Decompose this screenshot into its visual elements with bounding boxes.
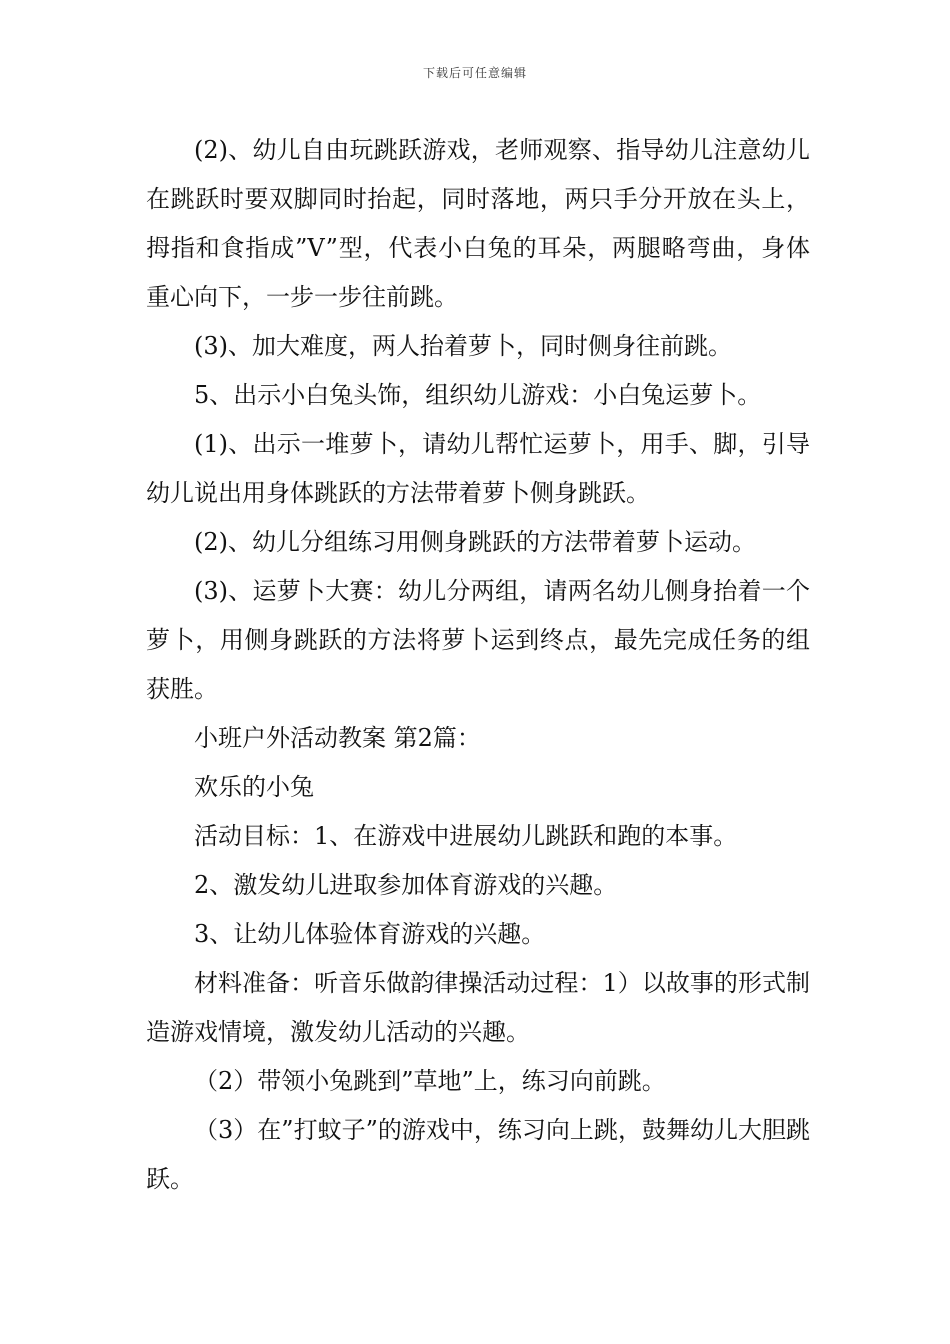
paragraph-activity-goal-3: 3、让幼儿体验体育游戏的兴趣。: [194, 920, 546, 948]
paragraph-step-3-increase-difficulty: (3)、加大难度，两人抬着萝卜，同时侧身往前跳。: [194, 332, 732, 360]
paragraph-substep-2-group-practice: (2)、幼儿分组练习用侧身跳跃的方法带着萝卜运动。: [194, 528, 756, 556]
paragraph-process-step-3: （3）在”打蚊子”的游戏中，练习向上跳，鼓舞幼儿大胆跳跃。: [146, 1116, 810, 1193]
page-header-note: 下载后可任意编辑: [422, 66, 527, 80]
paragraph-materials-process: 材料准备：听音乐做韵律操活动过程：1）以故事的形式制造游戏情境，激发幼儿活动的兴趣。: [146, 969, 810, 1046]
paragraph-substep-1-carry-radishes: (1)、出示一堆萝卜，请幼儿帮忙运萝卜，用手、脚，引导幼儿说出用身体跳跃的方法带着萝卜侧身跳跃。: [146, 430, 810, 507]
paragraph-activity-goal-1: 活动目标：1、在游戏中进展幼儿跳跃和跑的本事。: [194, 822, 738, 850]
section-heading-lesson-2: 小班户外活动教案 第2篇：: [194, 724, 481, 752]
document-body: [146, 126, 810, 1204]
paragraph-activity-goal-2: 2、激发幼儿进取参加体育游戏的兴趣。: [194, 871, 618, 899]
paragraph-step-2-free-jumping: (2)、幼儿自由玩跳跃游戏，老师观察、指导幼儿注意幼儿在跳跃时要双脚同时抬起，同时落地，两只手分开放在头上，拇指和食指成”V”型，代表小白兔的耳朵，两腿略弯曲，身体重心向下，一步一步往前跳。: [146, 136, 810, 311]
paragraph-step-5-rabbit-headwear: 5、出示小白兔头饰，组织幼儿游戏：小白兔运萝卜。: [194, 381, 762, 409]
paragraph-substep-3-radish-race: (3)、运萝卜大赛：幼儿分两组，请两名幼儿侧身抬着一个萝卜，用侧身跳跃的方法将萝卜运到终点，最先完成任务的组获胜。: [146, 577, 810, 703]
paragraph-process-step-2: （2）带领小兔跳到”草地”上，练习向前跳。: [194, 1067, 666, 1095]
lesson-title: 欢乐的小兔: [194, 773, 314, 801]
